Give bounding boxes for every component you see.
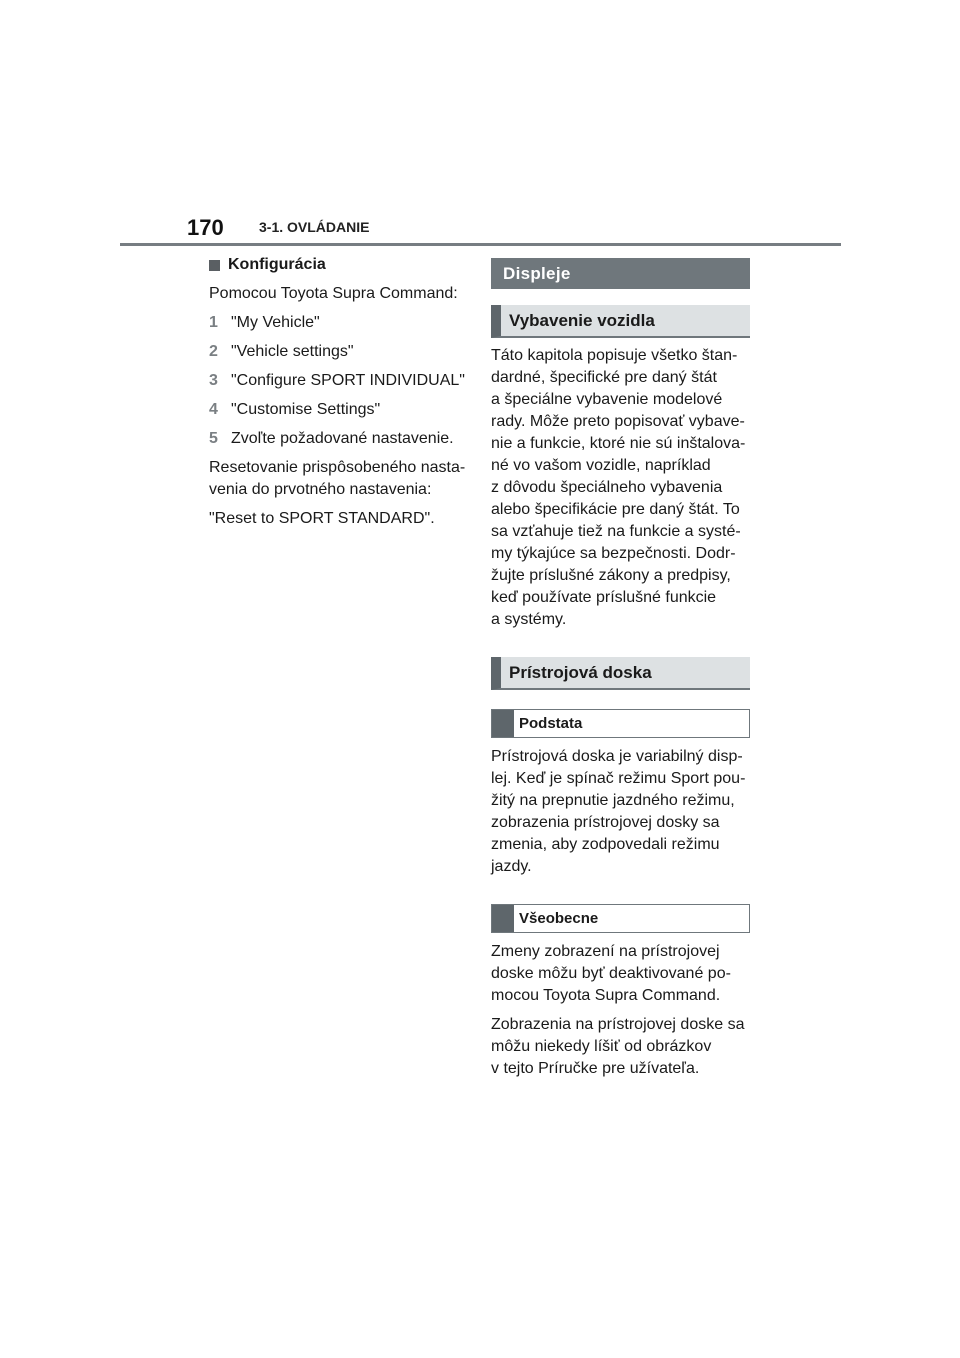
- text-line: zmenia, aby zodpovedali režimu: [491, 836, 720, 853]
- step-1: [209, 312, 471, 334]
- config-heading-text: Konfigurácia: [228, 256, 326, 273]
- text-line: môžu niekedy líšiť od obrázkov: [491, 1038, 712, 1055]
- step-3: [209, 370, 471, 392]
- text-line: Prístrojová doska je variabilný disp-: [491, 748, 743, 765]
- box-marker: [492, 710, 514, 737]
- step-text: "Customise Settings": [231, 401, 381, 418]
- reset-line: Resetovanie prispôsobeného nasta-: [209, 459, 466, 476]
- step-text: "My Vehicle": [231, 314, 320, 331]
- podstata-paragraph: [491, 746, 750, 878]
- text-line: rady. Môže preto popisovať vybave-: [491, 413, 745, 430]
- config-intro: Pomocou Toyota Supra Command:: [209, 285, 458, 302]
- text-line: Zmeny zobrazení na prístrojovej: [491, 943, 720, 960]
- page-number: 170: [187, 215, 224, 240]
- subsection-pristrojova-doska: Prístrojová doska: [491, 657, 750, 690]
- reset-line: venia do prvotného nastavenia:: [209, 481, 432, 498]
- text-line: mocou Toyota Supra Command.: [491, 987, 721, 1004]
- box-heading-text: Všeobecne: [519, 909, 599, 927]
- step-text: "Configure SPORT INDIVIDUAL": [231, 372, 465, 389]
- text-line: my týkajúce sa bezpečnosti. Dodr-: [491, 545, 736, 562]
- vseobecne-paragraph-2: [491, 1014, 750, 1080]
- left-column: [209, 254, 471, 537]
- step-5: [209, 428, 471, 450]
- step-number: 1: [209, 314, 218, 331]
- text-line: žujte príslušné zákony a predpisy,: [491, 567, 731, 584]
- reset-description: [209, 457, 471, 501]
- text-line: zobrazenia prístrojovej dosky sa: [491, 814, 720, 831]
- text-line: jazdy.: [491, 858, 532, 875]
- text-line: lej. Keď je spínač režimu Sport pou-: [491, 770, 746, 787]
- text-line: žitý na prepnutie jazdného režimu,: [491, 792, 735, 809]
- text-line: v tejto Príručke pre užívateľa.: [491, 1060, 700, 1077]
- text-line: doske môžu byť deaktivované po-: [491, 965, 731, 982]
- step-number: 4: [209, 401, 218, 418]
- step-number: 2: [209, 343, 218, 360]
- step-number: 3: [209, 372, 218, 389]
- reset-value: "Reset to SPORT STANDARD".: [209, 510, 435, 527]
- chapter-title: 3-1. OVLÁDANIE: [259, 219, 370, 235]
- step-2: [209, 341, 471, 363]
- box-heading-vseobecne: [491, 904, 750, 933]
- step-text: Zvoľte požadované nastavenie.: [231, 430, 454, 447]
- config-heading: [209, 254, 471, 276]
- section-title-displeje: Displeje: [491, 258, 750, 289]
- text-line: nie a funkcie, ktoré nie sú inštalova-: [491, 435, 746, 452]
- text-line: né vo vašom vozidle, napríklad: [491, 457, 711, 474]
- step-text: "Vehicle settings": [231, 343, 354, 360]
- text-line: a systémy.: [491, 611, 567, 628]
- box-heading-text: Podstata: [519, 714, 583, 732]
- vybavenie-paragraph: [491, 345, 750, 631]
- text-line: z dôvodu špeciálneho vybavenia: [491, 479, 723, 496]
- subsection-vybavenie: Vybavenie vozidla: [491, 305, 750, 338]
- step-4: [209, 399, 471, 421]
- text-line: Táto kapitola popisuje všetko štan-: [491, 347, 738, 364]
- box-heading-podstata: [491, 709, 750, 738]
- text-line: dardné, špecifické pre daný štát: [491, 369, 717, 386]
- vseobecne-paragraph-1: [491, 941, 750, 1007]
- text-line: alebo špecifikácie pre daný štát. To: [491, 501, 740, 518]
- box-marker: [492, 905, 514, 932]
- text-line: a špeciálne vybavenie modelové: [491, 391, 723, 408]
- step-number: 5: [209, 430, 218, 447]
- right-column: [491, 258, 750, 1080]
- header-rule: [120, 243, 841, 246]
- text-line: keď používate príslušné funkcie: [491, 589, 717, 606]
- text-line: Zobrazenia na prístrojovej doske sa: [491, 1016, 745, 1033]
- square-bullet-icon: [209, 260, 220, 271]
- text-line: sa vzťahuje tiež na funkcie a systé-: [491, 523, 741, 540]
